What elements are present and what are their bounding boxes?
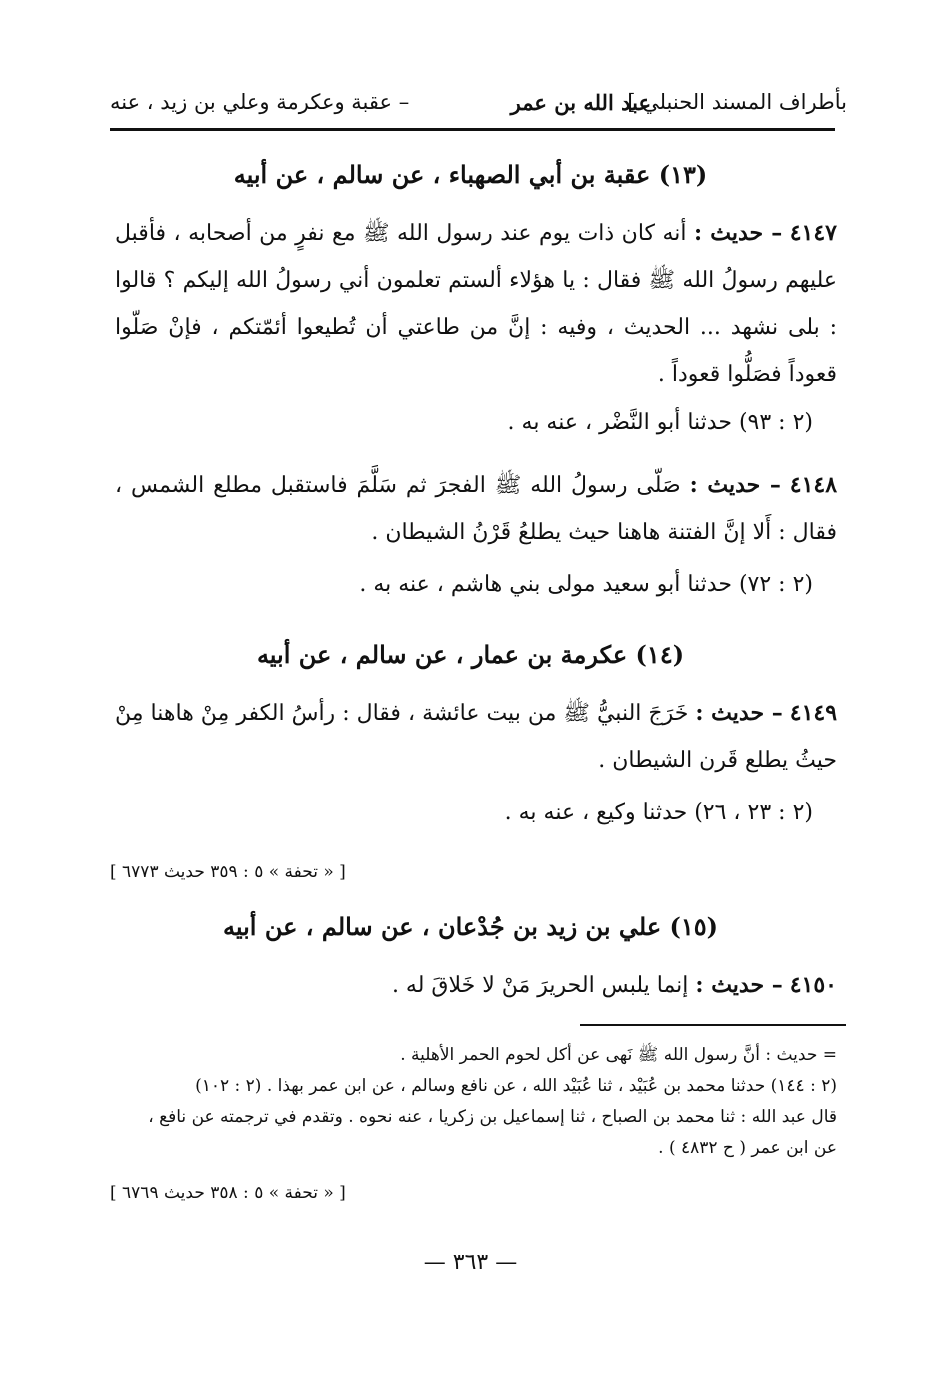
hadith-source: (٢ : ٧٢) حدثنا أبو سعيد مولى بني هاشم ، عنه به . <box>359 572 813 597</box>
hadith-label: – حديث : <box>693 220 783 246</box>
footnote-line: قال عبد الله : ثنا محمد بن الصباح ، ثنا إسماعيل بن زكريا ، عنه نحوه . وتقدم في ترجمته عن نافع ، <box>148 1107 837 1127</box>
hadith-label: – حديث : <box>689 472 781 498</box>
hadith-entry <box>115 210 837 398</box>
footnote-line: = حديث : أنَّ رسول الله ﷺ نَهى عن أكل لحوم الحمر الأهلية . <box>400 1045 837 1065</box>
header-subsection: – عقبة وعكرمة وعلي بن زيد ، عنه <box>110 90 410 114</box>
hadith-number: ٤١٤٧ <box>789 220 837 246</box>
hadith-text: خَرَجَ النبيُّ ﷺ من بيت عائشة ، فقال : رأسُ الكفر مِنْ هاهنا مِنْ حيثُ يطلع قَرن الشيطان . <box>115 701 837 773</box>
hadith-label: – حديث : <box>695 972 783 998</box>
tuhfa-reference: [ « تحفة » ٥ : ٣٥٩ حديث ٦٧٧٣ ] <box>110 862 346 882</box>
hadith-label: – حديث : <box>695 700 783 726</box>
header-section: عبد الله بن عمر <box>510 90 651 115</box>
page-number: — ٣٦٣ — <box>423 1250 518 1275</box>
section-heading: (١٥) علي بن زيد بن جُدْعان ، عن سالم ، عن أبيه <box>223 912 718 941</box>
header-book-title: بأطراف المسند الحنبلي ] <box>627 90 847 114</box>
hadith-number: ٤١٤٩ <box>789 700 838 726</box>
hadith-entry <box>115 690 837 784</box>
hadith-text: صَلّى رسولُ الله ﷺ الفجرَ ثم سَلَّمَ فاستقبل مطلع الشمس ، فقال : أَلا إنَّ الفتنة هاهنا حيث يطلعُ قَرْنُ الشيطان . <box>115 473 837 545</box>
hadith-number: ٤١٥٠ <box>789 972 837 998</box>
footnote-line: عن ابن عمر ( ح ٤٨٣٢ ) . <box>658 1138 837 1158</box>
hadith-number: ٤١٤٨ <box>789 472 838 498</box>
hadith-text: إنما يلبس الحريرَ مَنْ لا خَلاقَ له . <box>391 973 689 998</box>
footnote-tuhfa-reference: [ « تحفة » ٥ : ٣٥٨ حديث ٦٧٦٩ ] <box>110 1183 346 1203</box>
footnote-line: (٢ : ١٤٤) حدثنا محمد بن عُبَيْد ، ثنا عُبَيْد الله ، عن نافع وسالم ، عن ابن عمر بهذا . (٢ : ١٠٢) <box>195 1076 837 1096</box>
footnote <box>107 1040 837 1164</box>
hadith-entry <box>115 962 837 1009</box>
hadith-entry <box>115 462 837 556</box>
footnote-rule <box>580 1024 846 1026</box>
section-heading: (١٣) عقبة بن أبي الصهباء ، عن سالم ، عن أبيه <box>233 160 708 189</box>
header-rule <box>110 128 835 131</box>
hadith-source: (٢ : ٢٣ ، ٢٦) حدثنا وكيع ، عنه به . <box>504 800 813 825</box>
hadith-text: أنه كان ذات يوم عند رسول الله ﷺ مع نفرٍ من أصحابه ، فأقبل عليهم رسولُ الله ﷺ فقال : يا هؤلاء ألستم تعلمون أني رسولُ الله إليكم ؟ قالوا : بلى نشهد ... الحديث ، وفيه : إنَّ من طاعتي أن تُطيعوا أئمّتكم ، فإنْ صَلّوا قعوداً فصَلُّوا قعوداً . <box>115 221 837 387</box>
hadith-source: (٢ : ٩٣) حدثنا أبو النَّضْر ، عنه به . <box>507 410 813 435</box>
section-heading: (١٤) عكرمة بن عمار ، عن سالم ، عن أبيه <box>256 640 685 669</box>
